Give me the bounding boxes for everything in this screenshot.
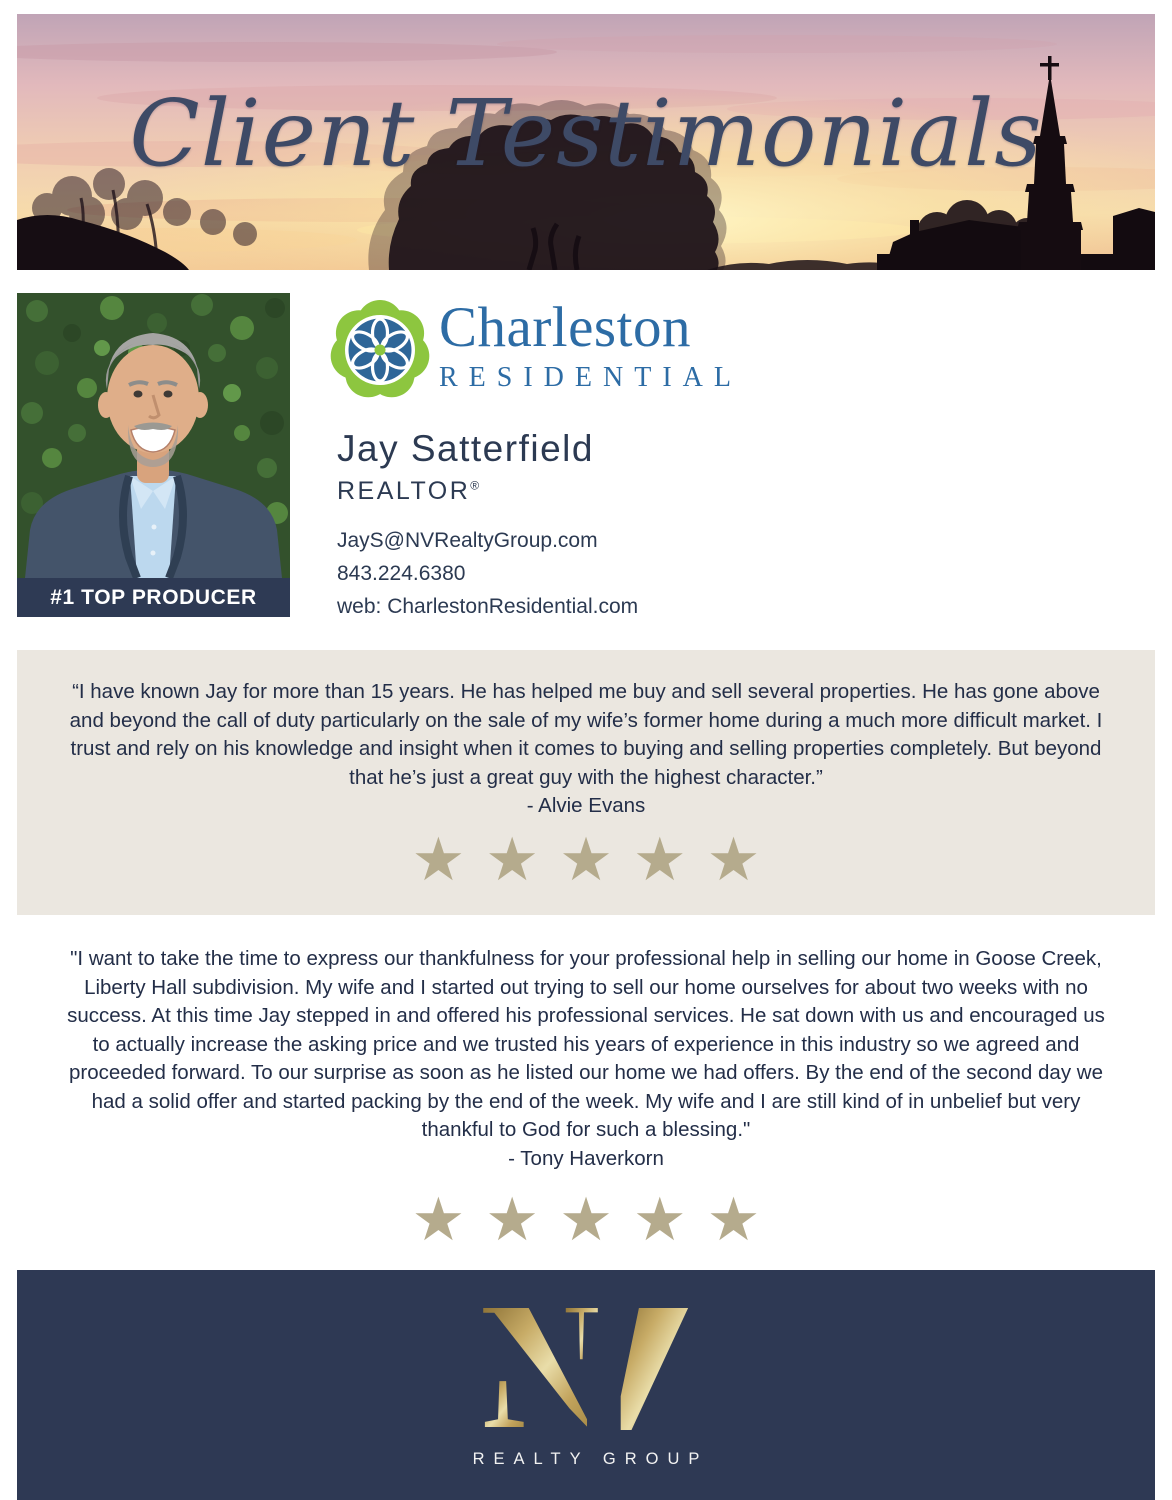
nv-monogram-logo bbox=[483, 1308, 689, 1431]
agent-name: Jay Satterfield bbox=[337, 428, 594, 469]
agent-contact-block bbox=[337, 524, 638, 623]
agent-photo bbox=[17, 293, 290, 578]
testimonial-1 bbox=[17, 650, 1155, 915]
agent-email: JayS@NVRealtyGroup.com bbox=[337, 529, 598, 552]
testimonial-attribution: - Alvie Evans bbox=[526, 794, 646, 817]
brand-name: Charleston bbox=[439, 296, 691, 359]
testimonial-quote: "I want to take the time to express our thankfulness for your professional help in selling our home in Goose Creek, Liberty Hall subdivision. My wife and I started out trying to sell our home ourselves for about two weeks with no success. At this time Jay stepped in and offered his professional services. He sat down with us and encouraged us to actually increase the asking price and we trusted his years of experience in this industry so we agreed and proceeded forward. To our surprise as soon as he listed our home we had offers. By the end of the second day we had a solid offer and started packing by the end of the week. My wife and I are still kind of in unbelief but very thankful to God for such a blessing." bbox=[67, 947, 1105, 1141]
agent-phone: 843.224.6380 bbox=[337, 562, 466, 585]
top-producer-badge: #1 TOP PRODUCER bbox=[17, 578, 290, 617]
footer-brand-label: REALTY GROUP bbox=[472, 1450, 709, 1468]
star-rating: ★★★★★ bbox=[411, 825, 781, 893]
registered-mark: ® bbox=[470, 478, 482, 493]
agent-photo-card bbox=[17, 293, 290, 617]
brand-subname: RESIDENTIAL bbox=[439, 362, 742, 393]
testimonial-quote: “I have known Jay for more than 15 years. He has helped me buy and sell several properties. He has gone above and beyond the call of duty particularly on the sale of my wife’s former home during a much more difficult market. I trust and rely on his knowledge and insight when it comes to buying and selling properties completely. But beyond that he’s just a great guy with the highest character.” bbox=[69, 680, 1103, 789]
agent-title: REALTOR® bbox=[337, 477, 482, 505]
page-title: Client Testimonials bbox=[129, 80, 1043, 187]
flower-logo-icon bbox=[330, 297, 430, 401]
star-rating: ★★★★★ bbox=[411, 1186, 781, 1253]
header-banner bbox=[17, 14, 1155, 270]
testimonial-attribution: - Tony Haverkorn bbox=[508, 1146, 664, 1170]
agent-website: web: CharlestonResidential.com bbox=[337, 595, 639, 618]
footer bbox=[17, 1270, 1155, 1500]
charleston-residential-logo bbox=[330, 297, 742, 401]
testimonial-2 bbox=[17, 938, 1155, 1253]
